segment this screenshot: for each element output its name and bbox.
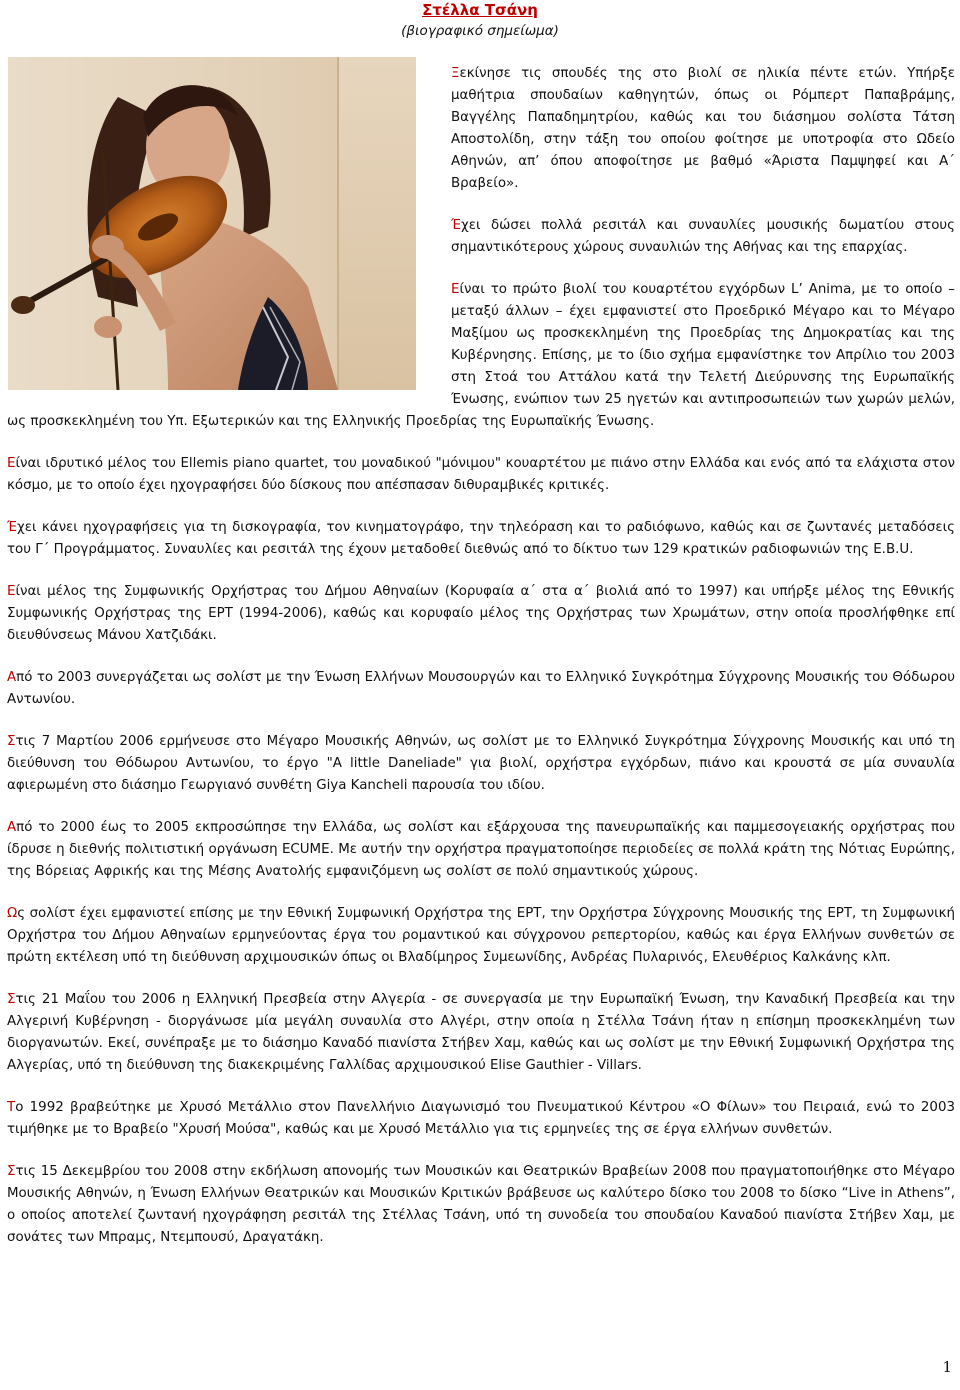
paragraph	[7, 1097, 955, 1141]
paragraph-text: ίναι το πρώτο βιολί του κουαρτέτου εγχόρδων L’ Anima, με το οποίο – μεταξύ άλλων – έχει εμφανιστεί στο Προεδρικό Μέγαρο και το Μέγαρο Μαξίμου ως προσκεκλημένη της Προεδρίας της Δημοκρατίας και της Κυβέρνησης. Επίσης, με το ίδιο σχήμα εμφανίστηκε τον Απρίλιο του 2003 στη Στοά του Αττάλου κατά την Τελετή Διεύρυνσης της Ευρωπαϊκής Ένωσης, ενώπιον των 25 ηγετών και αντιπροσωπειών των χωρών μελών, ως προσκεκλημένη του Υπ. Εξωτερικών και της Ελληνικής Προεδρίας της Ευρωπαϊκής Ένωσης.	[7, 282, 955, 429]
paragraph-text: τις 15 Δεκεμβρίου του 2008 στην εκδήλωση απονομής των Μουσικών και Θεατρικών Βραβείων 2008 που πραγματοποιήθηκε στο Μέγαρο Μουσικής Αθηνών, η Ένωση Ελλήνων Θεατρικών και Μουσικών Κριτικών βράβευσε ως καλύτερο δίσκο του 2008 το δίσκο “Live in Athens”, ο οποίος αποτελεί ζωντανή ηχογράφηση ρεσιτάλ της Στέλλας Τσάνη, υπό τη συνοδεία του σπουδαίου Καναδού πιανίστα Στήβεν Χαμ, με σονάτες των Μπραμς, Ντεμπουσύ, Δραγατάκη.	[7, 1164, 955, 1245]
initial-letter: Σ	[7, 992, 16, 1007]
paragraph-text: ίναι ιδρυτικό μέλος του Ellemis piano quartet, του μοναδικού "μόνιμου" κουαρτέτου με πιάνο στην Ελλάδα και ενός από τα ελάχιστα στον κόσμο, με το οποίο έχει ηχογραφήσει δύο δίσκους που απέσπασαν διθυραμβικές κριτικές.	[7, 456, 955, 493]
paragraph-text: ς σολίστ έχει εμφανιστεί επίσης με την Εθνική Συμφωνική Ορχήστρα της ΕΡΤ, την Ορχήστρα Σύγχρονης Μουσικής της ΕΡΤ, τη Συμφωνική Ορχήστρα του Δήμου Αθηναίων ερμηνεύοντας έργα του ρομαντικού και σύγχρονου ρεπερτορίου, καθώς και έργα Ελλήνων συνθετών σε πρώτη εκτέλεση υπό τη διεύθυνση αρχιμουσικών όπως οι Βλαδίμηρος Συμεωνίδης, Ανδρέας Πυλαρινός, Ελευθέριος Καλκάνης κλπ.	[7, 906, 955, 965]
initial-letter: Σ	[7, 1164, 16, 1179]
paragraph-text: πό το 2003 συνεργάζεται ως σολίστ με την Ένωση Ελλήνων Μουσουργών και το Ελληνικό Συγκρότημα Σύγχρονης Μουσικής του Θόδωρου Αντωνίου.	[7, 670, 955, 707]
photo-spacer	[7, 63, 451, 390]
initial-letter: Τ	[7, 1100, 16, 1115]
paragraph	[7, 903, 955, 969]
paragraph	[7, 817, 955, 883]
initial-letter: Ε	[7, 584, 16, 599]
initial-letter: Ε	[451, 282, 460, 297]
paragraph-text: ο 1992 βραβεύτηκε με Χρυσό Μετάλλιο στον Πανελλήνιο Διαγωνισμό του Πνευματικού Κέντρου «Ο Φίλων» του Πειραιά, ενώ το 2003 τιμήθηκε με το Βραβείο "Χρυσή Μούσα", καθώς και με Χρυσό Μετάλλιο για τις ερμηνείες της σε έργα ελλήνων συνθετών.	[7, 1100, 955, 1137]
initial-letter: Έ	[7, 520, 17, 535]
page-number: 1	[942, 1358, 952, 1376]
paragraph-text: τις 7 Μαρτίου 2006 ερμήνευσε στο Μέγαρο Μουσικής Αθηνών, ως σολίστ με το Ελληνικό Συγκρότημα Σύγχρονης Μουσικής και υπό τη διεύθυνση του Θόδωρου Αντωνίου, το έργο "A little Daneliade" για βιολί, ορχήστρα εγχόρδων, πιάνο και κρουστά σε μία συναυλία αφιερωμένη στο διάσημο Γεωργιανό συνθέτη Giya Kancheli παρουσία του ιδίου.	[7, 734, 955, 793]
initial-letter: Α	[7, 820, 17, 835]
paragraph	[7, 581, 955, 647]
paragraph	[7, 989, 955, 1077]
header	[0, 0, 960, 41]
paragraph	[7, 1161, 955, 1249]
paragraph-text: τις 21 Μαΐου του 2006 η Ελληνική Πρεσβεία στην Αλγερία - σε συνεργασία με την Ευρωπαϊκή Ένωση, την Καναδική Πρεσβεία και την Αλγερινή Κυβέρνηση - διοργάνωσε μία μεγάλη συναυλία στο Αλγέρι, στην οποία η Στέλλα Τσάνη ήταν η επίσημη προσκεκλημένη των διοργανωτών. Εκεί, συνέπραξε με το διάσημο Καναδό πιανίστα Στήβεν Χαμ, καθώς και ως σολίστ με την Εθνική Συμφωνική Ορχήστρα της Αλγερίας, υπό τη διεύθυνση της διακεκριμένης Γαλλίδας αρχιμουσικού Elise Gauthier - Villars.	[7, 992, 955, 1073]
initial-letter: Ω	[7, 906, 18, 921]
initial-letter: Α	[7, 670, 17, 685]
paragraph	[7, 517, 955, 561]
paragraph	[7, 453, 955, 497]
paragraph-text: εκίνησε τις σπουδές της στο βιολί σε ηλικία πέντε ετών. Υπήρξε μαθήτρια σπουδαίων καθηγητών, όπως οι Ρόμπερτ Παπαβράμης, Βαγγέλης Παπαδημητρίου, καθώς και του διάσημου σολίστα Τάτση Αποστολίδη, στην τάξη του οποίου φοίτησε με υποτροφία στο Ωδείο Αθηνών, απ’ όπου αποφοίτησε με βαθμό «Άριστα Παμψηφεί και Α΄ Βραβείο».	[451, 66, 955, 191]
initial-letter: Ε	[7, 456, 16, 471]
biography-text	[7, 63, 955, 1269]
initial-letter: Έ	[451, 218, 461, 233]
initial-letter: Ξ	[451, 66, 460, 81]
page-title: Στέλλα Τσάνη	[422, 1, 538, 19]
paragraph-text: χει δώσει πολλά ρεσιτάλ και συναυλίες μουσικής δωματίου στους σημαντικότερους χώρους συναυλιών της Αθήνας και της επαρχίας.	[451, 218, 955, 255]
paragraph	[7, 667, 955, 711]
paragraph	[7, 731, 955, 797]
paragraph-text: πό το 2000 έως το 2005 εκπροσώπησε την Ελλάδα, ως σολίστ και εξάρχουσα της πανευρωπαϊκής και παμμεσογειακής ορχήστρας που ίδρυσε η διεθνής πολιτιστική οργάνωση ECUME. Με αυτήν την ορχήστρα πραγματοποίησε περιοδείες σε πολλά κράτη της Νότιας Ευρώπης, της Βόρειας Αφρικής και της Μέσης Ανατολής εμφανιζόμενη ως σολίστ σε πολύ σημαντικούς χώρους.	[7, 820, 955, 879]
paragraph-text: χει κάνει ηχογραφήσεις για τη δισκογραφία, τον κινηματογράφο, την τηλεόραση και το ραδιόφωνο, καθώς και σε ζωντανές μεταδόσεις του Γ΄ Προγράμματος. Συναυλίες και ρεσιτάλ της έχουν μεταδοθεί διεθνώς από το δίκτυο των 129 κρατικών ραδιοφωνιών της Ε.Β.U.	[7, 520, 955, 557]
paragraph-text: ίναι μέλος της Συμφωνικής Ορχήστρας του Δήμου Αθηναίων (Κορυφαία α΄ στα α΄ βιολιά από το 1997) και υπήρξε μέλος της Εθνικής Συμφωνικής Ορχήστρας της ΕΡΤ (1994-2006), καθώς και κορυφαίο μέλος της Ορχήστρας των Χρωμάτων, στην οποία προσλήφθηκε επί διευθύνσεως Μάνου Χατζιδάκι.	[7, 584, 955, 643]
page-subtitle: (βιογραφικό σημείωμα)	[401, 23, 559, 39]
initial-letter: Σ	[7, 734, 16, 749]
